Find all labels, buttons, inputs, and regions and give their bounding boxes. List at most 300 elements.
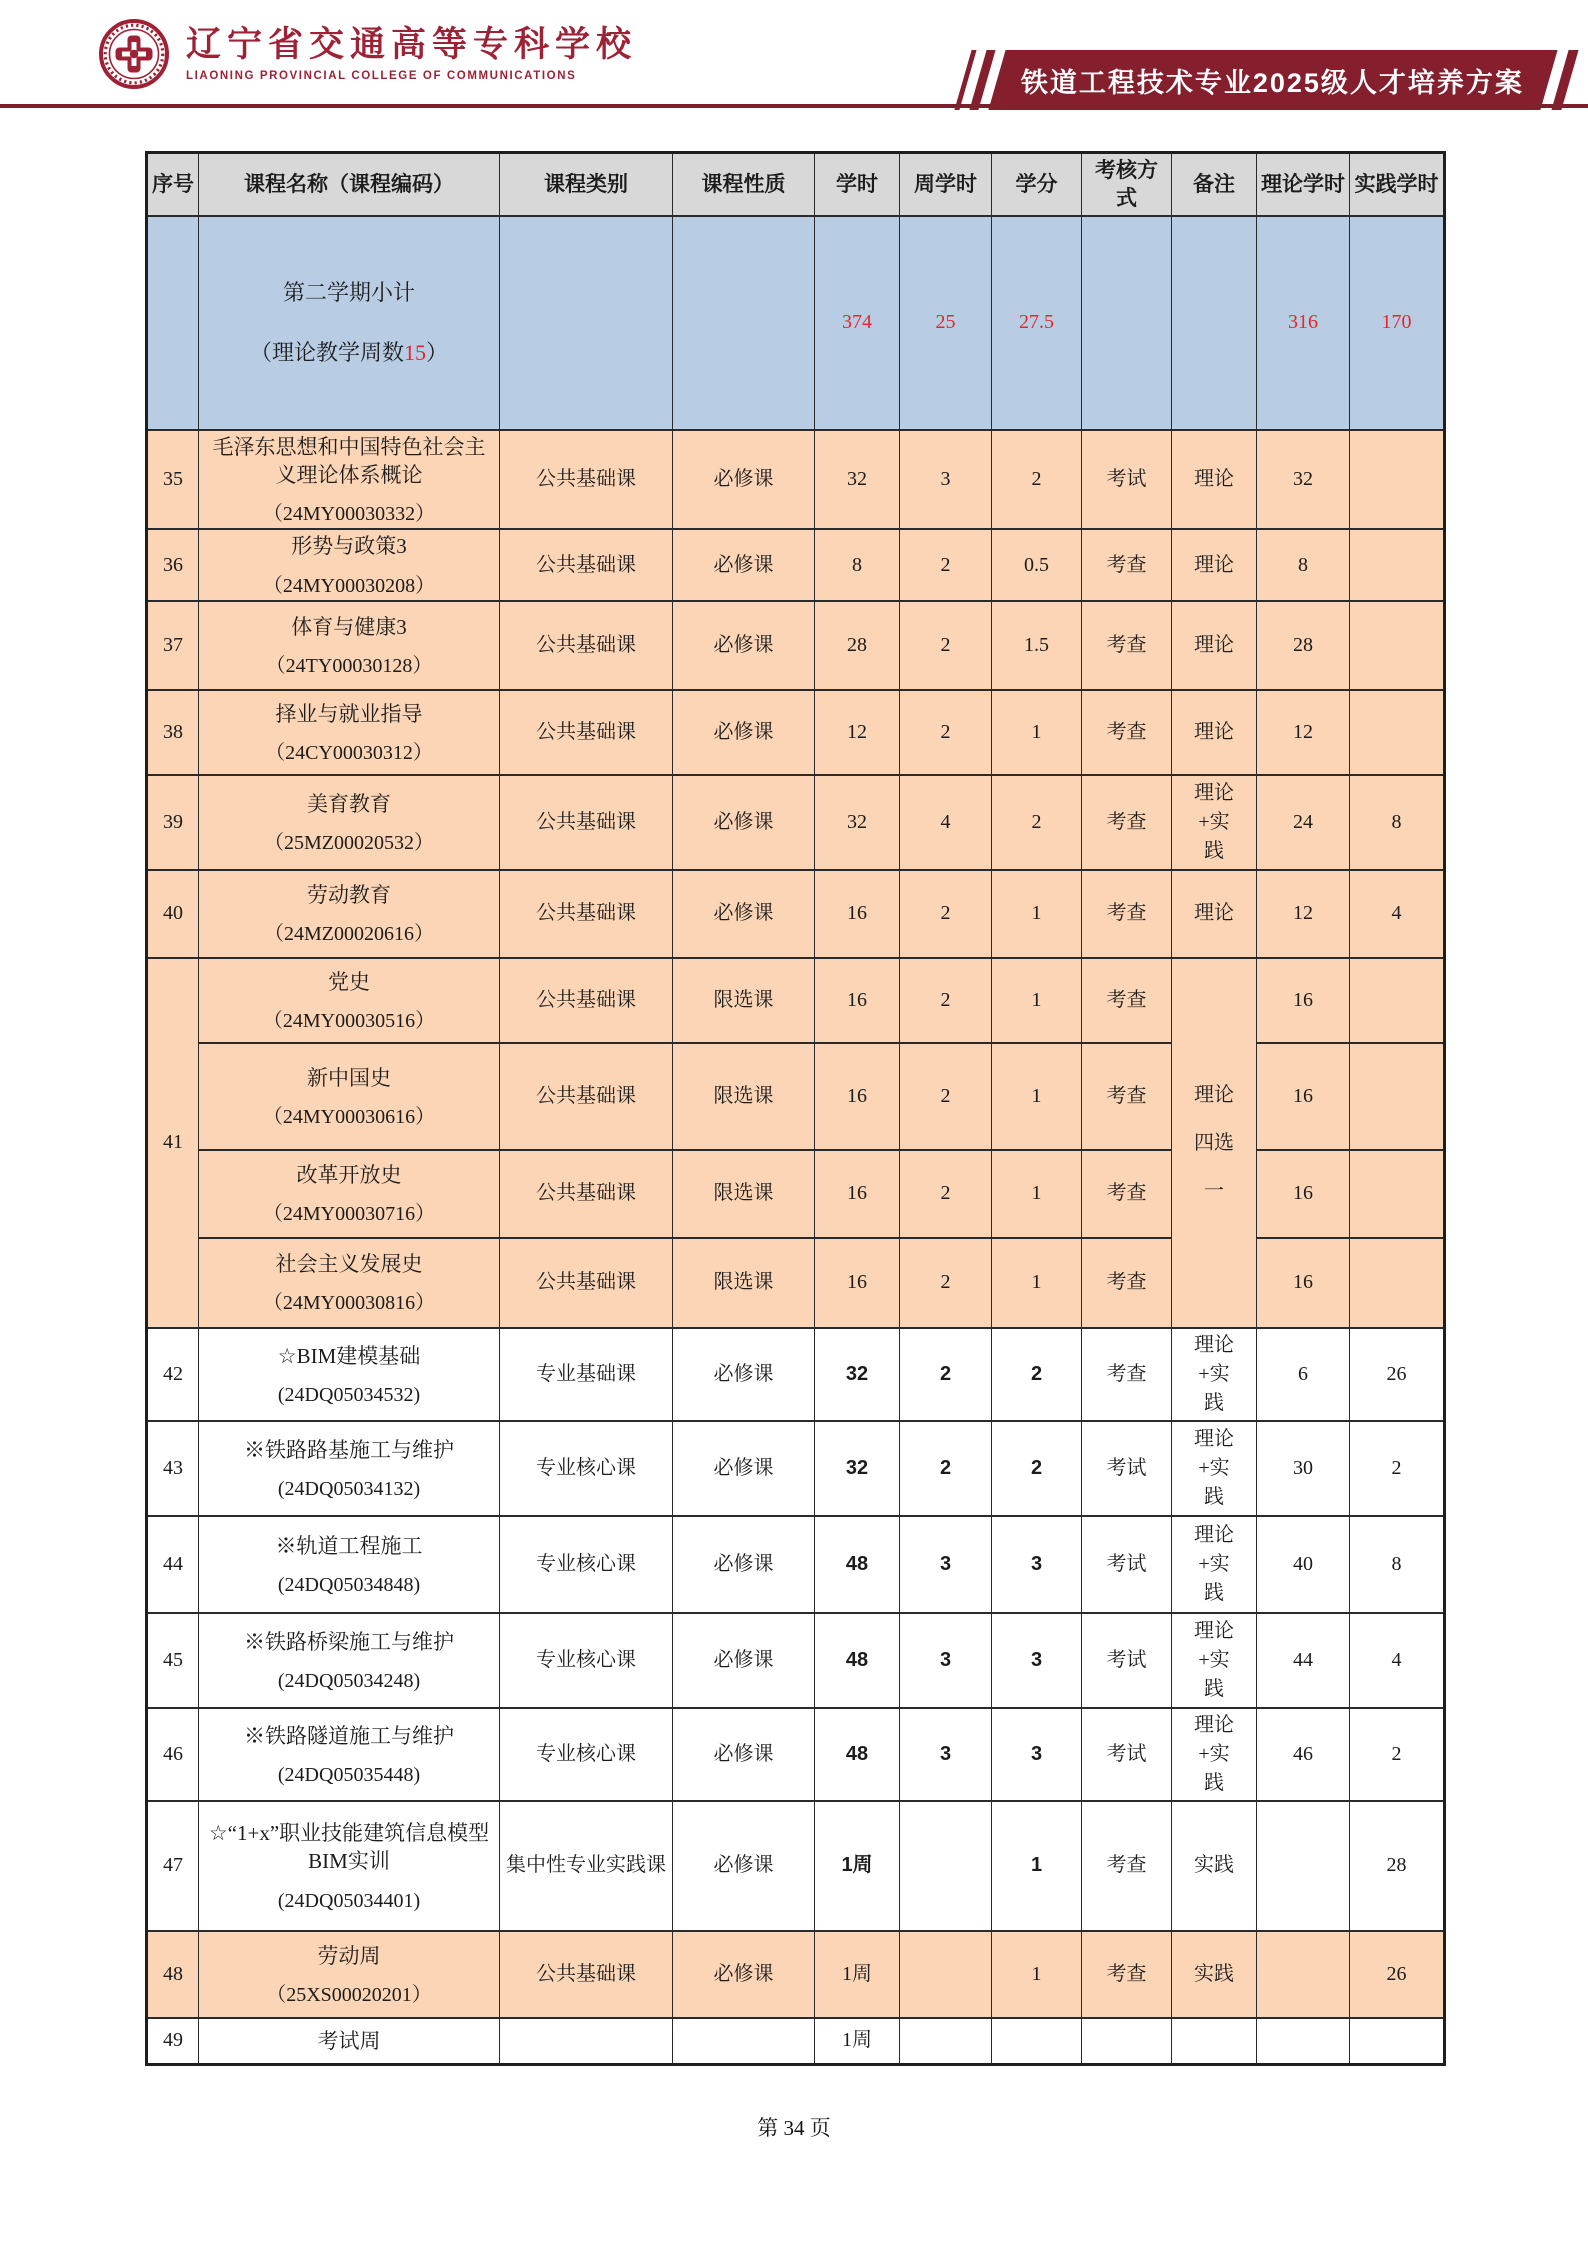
cell-hours: 8 bbox=[815, 529, 900, 600]
cell-theory-hours bbox=[1257, 1801, 1350, 1931]
cell-credits: 1 bbox=[992, 690, 1082, 775]
cell-category: 公共基础课 bbox=[500, 690, 673, 775]
course-name-block bbox=[203, 532, 495, 597]
course-code-text: (24DQ05034401) bbox=[277, 1889, 421, 1912]
cell-theory-hours: 16 bbox=[1257, 958, 1350, 1043]
cell-hours: 16 bbox=[815, 1238, 900, 1328]
cell-assessment bbox=[1082, 2018, 1172, 2065]
cell-no: 41 bbox=[147, 958, 199, 1328]
course-name-text: ※铁路桥梁施工与维护 bbox=[244, 1629, 454, 1654]
cell-practice-hours: 8 bbox=[1350, 1516, 1445, 1613]
course-name-text: 形势与政策3 bbox=[291, 534, 407, 559]
cell-note bbox=[1172, 2018, 1257, 2065]
course-name-text: 党史 bbox=[328, 969, 370, 994]
cell-note: 理论 bbox=[1172, 870, 1257, 958]
course-name-text: 考试周 bbox=[317, 2028, 381, 2053]
cell-weekly-hours: 2 bbox=[900, 690, 992, 775]
header-logo-group bbox=[98, 18, 637, 90]
table-row bbox=[147, 1613, 1445, 1708]
note-text: 理论+实践 bbox=[1194, 1427, 1234, 1508]
cell-assessment: 考查 bbox=[1082, 775, 1172, 870]
cell-theory-hours: 12 bbox=[1257, 870, 1350, 958]
note-text: 理论+实践 bbox=[1194, 1333, 1234, 1414]
cell-assessment: 考试 bbox=[1082, 1613, 1172, 1708]
cell-weekly-hours bbox=[900, 2018, 992, 2065]
cell-assessment: 考试 bbox=[1082, 1516, 1172, 1613]
cell-assessment: 考查 bbox=[1082, 958, 1172, 1043]
course-name-text: 改革开放史 bbox=[296, 1163, 402, 1188]
cell-category: 公共基础课 bbox=[500, 870, 673, 958]
cell-course-name bbox=[199, 1328, 500, 1421]
cell-course-name bbox=[199, 601, 500, 690]
course-code-text: （24MY00030516） bbox=[262, 1009, 436, 1032]
cell-practice-hours: 26 bbox=[1350, 1931, 1445, 2018]
cell-weekly-hours: 3 bbox=[900, 1516, 992, 1613]
course-code-text: （24CY00030312） bbox=[265, 741, 433, 764]
cell-practice-hours bbox=[1350, 958, 1445, 1043]
cell-category: 公共基础课 bbox=[500, 1238, 673, 1328]
cell-hours: 16 bbox=[815, 1043, 900, 1150]
course-name-text: 毛泽东思想和中国特色社会主义理论体系概论 bbox=[212, 434, 486, 488]
title-banner bbox=[988, 50, 1557, 110]
cell-theory-hours: 8 bbox=[1257, 529, 1350, 600]
cell-note: 理论 bbox=[1172, 690, 1257, 775]
cell-category: 集中性专业实践课 bbox=[500, 1801, 673, 1931]
cell-hours: 32 bbox=[815, 1328, 900, 1421]
cell-note: 实践 bbox=[1172, 1801, 1257, 1931]
cell-assessment: 考查 bbox=[1082, 1931, 1172, 2018]
summary-subtitle-line: （理论教学周数15） bbox=[249, 339, 449, 365]
cell-course-name bbox=[199, 1708, 500, 1801]
course-code-text: （24TY00030128） bbox=[265, 654, 433, 677]
college-seal-icon bbox=[98, 18, 170, 90]
cell-nature: 必修课 bbox=[673, 1801, 815, 1931]
cell-no: 40 bbox=[147, 870, 199, 958]
cell-no: 46 bbox=[147, 1708, 199, 1801]
cell-weekly-hours: 3 bbox=[900, 1708, 992, 1801]
note-text: 理论+实践 bbox=[1194, 1523, 1234, 1604]
header-note: 备注 bbox=[1172, 153, 1257, 216]
page-footer bbox=[0, 2112, 1588, 2142]
course-code-text: （24MY00030208） bbox=[262, 574, 436, 597]
cell-credits: 1 bbox=[992, 1238, 1082, 1328]
course-name-block bbox=[203, 1628, 495, 1693]
cell-course-name bbox=[199, 1801, 500, 1931]
cell-no: 49 bbox=[147, 2018, 199, 2065]
cell-practice-hours: 4 bbox=[1350, 870, 1445, 958]
course-name-block bbox=[203, 1722, 495, 1787]
cell-practice-hours bbox=[1350, 601, 1445, 690]
header-row bbox=[147, 153, 1445, 216]
cell-course-name bbox=[199, 2018, 500, 2065]
course-table bbox=[145, 151, 1446, 2066]
summary-cell-title bbox=[199, 216, 500, 430]
table-row bbox=[147, 1516, 1445, 1613]
table-row bbox=[147, 1801, 1445, 1931]
cell-practice-hours: 4 bbox=[1350, 1613, 1445, 1708]
cell-no: 35 bbox=[147, 430, 199, 530]
cell-course-name bbox=[199, 690, 500, 775]
cell-category: 公共基础课 bbox=[500, 1043, 673, 1150]
cell-category: 专业核心课 bbox=[500, 1421, 673, 1516]
course-code-text: （24MY00030716） bbox=[262, 1203, 436, 1226]
cell-hours: 48 bbox=[815, 1613, 900, 1708]
cell-nature bbox=[673, 2018, 815, 2065]
cell-assessment: 考试 bbox=[1082, 1421, 1172, 1516]
cell-hours: 1周 bbox=[815, 1801, 900, 1931]
course-name-block bbox=[203, 1250, 495, 1315]
cell-theory-hours: 16 bbox=[1257, 1238, 1350, 1328]
note-text: 理论+实践 bbox=[1194, 1619, 1234, 1700]
cell-weekly-hours: 2 bbox=[900, 870, 992, 958]
cell-hours: 32 bbox=[815, 1421, 900, 1516]
cell-weekly-hours bbox=[900, 1931, 992, 2018]
course-name-text: 择业与就业指导 bbox=[275, 701, 423, 726]
course-name-block bbox=[203, 700, 495, 765]
banner-stripe-right bbox=[1551, 50, 1578, 110]
cell-practice-hours bbox=[1350, 690, 1445, 775]
cell-hours: 16 bbox=[815, 958, 900, 1043]
summary-cell-assessment bbox=[1082, 216, 1172, 430]
cell-credits: 3 bbox=[992, 1708, 1082, 1801]
cell-assessment: 考查 bbox=[1082, 529, 1172, 600]
cell-nature: 必修课 bbox=[673, 1613, 815, 1708]
course-name-text: 劳动周 bbox=[317, 1943, 381, 1968]
cell-theory-hours: 16 bbox=[1257, 1043, 1350, 1150]
course-name-text: 美育教育 bbox=[307, 791, 391, 816]
summary-title-line: 第二学期小计 bbox=[282, 280, 415, 305]
cell-practice-hours bbox=[1350, 1238, 1445, 1328]
school-name-en: LIAONING PROVINCIAL COLLEGE OF COMMUNICATIONS bbox=[186, 69, 577, 82]
header-assessment: 考核方式 bbox=[1082, 153, 1172, 216]
course-code-text: （25MZ00020532） bbox=[264, 831, 434, 854]
cell-no: 44 bbox=[147, 1516, 199, 1613]
cell-practice-hours bbox=[1350, 2018, 1445, 2065]
cell-weekly-hours: 3 bbox=[900, 430, 992, 530]
summary-row bbox=[147, 216, 1445, 430]
course-name-block bbox=[203, 613, 495, 678]
note-text: 理论+实践 bbox=[1194, 781, 1234, 862]
cell-nature: 必修课 bbox=[673, 1328, 815, 1421]
cell-practice-hours: 8 bbox=[1350, 775, 1445, 870]
cell-category: 公共基础课 bbox=[500, 430, 673, 530]
page-number: 第 34 页 bbox=[757, 2116, 831, 2140]
course-table-body bbox=[147, 216, 1445, 2065]
table-row bbox=[147, 690, 1445, 775]
cell-course-name bbox=[199, 529, 500, 600]
cell-nature: 限选课 bbox=[673, 1150, 815, 1238]
cell-credits: 2 bbox=[992, 430, 1082, 530]
cell-nature: 必修课 bbox=[673, 1708, 815, 1801]
cell-hours: 12 bbox=[815, 690, 900, 775]
course-name-block bbox=[203, 1342, 495, 1407]
cell-no: 43 bbox=[147, 1421, 199, 1516]
cell-theory-hours bbox=[1257, 1931, 1350, 2018]
cell-weekly-hours: 2 bbox=[900, 1238, 992, 1328]
table-row bbox=[147, 1708, 1445, 1801]
summary-cell-no bbox=[147, 216, 199, 430]
header-weekly-hours: 周学时 bbox=[900, 153, 992, 216]
cell-course-name bbox=[199, 1150, 500, 1238]
course-name-text: ※铁路隧道施工与维护 bbox=[244, 1723, 454, 1748]
cell-assessment: 考试 bbox=[1082, 430, 1172, 530]
header-hours: 学时 bbox=[815, 153, 900, 216]
cell-category: 专业基础课 bbox=[500, 1328, 673, 1421]
note-text: 理论+实践 bbox=[1194, 1713, 1234, 1794]
table-row bbox=[147, 958, 1445, 1043]
cell-credits: 1 bbox=[992, 1150, 1082, 1238]
cell-category: 专业核心课 bbox=[500, 1516, 673, 1613]
summary-cell-weekly-hours: 25 bbox=[900, 216, 992, 430]
cell-theory-hours: 30 bbox=[1257, 1421, 1350, 1516]
table-row bbox=[147, 870, 1445, 958]
header-course-name: 课程名称（课程编码） bbox=[199, 153, 500, 216]
cell-no: 45 bbox=[147, 1613, 199, 1708]
course-name-block bbox=[203, 1532, 495, 1597]
cell-hours: 1周 bbox=[815, 2018, 900, 2065]
cell-nature: 必修课 bbox=[673, 690, 815, 775]
summary-cell-note bbox=[1172, 216, 1257, 430]
cell-assessment: 考查 bbox=[1082, 601, 1172, 690]
cell-weekly-hours: 2 bbox=[900, 1150, 992, 1238]
course-code-text: （25XS00020201） bbox=[266, 1983, 432, 2006]
table-row bbox=[147, 775, 1445, 870]
cell-credits: 1 bbox=[992, 1043, 1082, 1150]
course-name-text: 社会主义发展史 bbox=[275, 1252, 423, 1277]
cell-theory-hours: 16 bbox=[1257, 1150, 1350, 1238]
cell-practice-hours bbox=[1350, 529, 1445, 600]
cell-nature: 限选课 bbox=[673, 1238, 815, 1328]
cell-nature: 限选课 bbox=[673, 958, 815, 1043]
table-row bbox=[147, 1931, 1445, 2018]
cell-credits: 3 bbox=[992, 1613, 1082, 1708]
cell-category: 公共基础课 bbox=[500, 1931, 673, 2018]
cell-weekly-hours: 2 bbox=[900, 1421, 992, 1516]
cell-course-name bbox=[199, 775, 500, 870]
cell-course-name bbox=[199, 1043, 500, 1150]
cell-nature: 限选课 bbox=[673, 1043, 815, 1150]
cell-hours: 32 bbox=[815, 775, 900, 870]
cell-note: 理论 bbox=[1172, 529, 1257, 600]
course-name-text: 体育与健康3 bbox=[291, 614, 407, 639]
cell-category: 专业核心课 bbox=[500, 1708, 673, 1801]
cell-nature: 必修课 bbox=[673, 1931, 815, 2018]
cell-note bbox=[1172, 1708, 1257, 1801]
cell-weekly-hours: 2 bbox=[900, 958, 992, 1043]
cell-no: 47 bbox=[147, 1801, 199, 1931]
cell-course-name bbox=[199, 1931, 500, 2018]
course-table-head bbox=[147, 153, 1445, 216]
cell-nature: 必修课 bbox=[673, 870, 815, 958]
cell-no: 48 bbox=[147, 1931, 199, 2018]
cell-category: 公共基础课 bbox=[500, 529, 673, 600]
course-code-text: (24DQ05034248) bbox=[277, 1669, 421, 1692]
cell-nature: 必修课 bbox=[673, 1421, 815, 1516]
cell-category: 公共基础课 bbox=[500, 775, 673, 870]
header-category: 课程类别 bbox=[500, 153, 673, 216]
cell-note bbox=[1172, 1613, 1257, 1708]
cell-course-name bbox=[199, 1238, 500, 1328]
cell-course-name bbox=[199, 1516, 500, 1613]
course-name-block bbox=[203, 881, 495, 946]
cell-weekly-hours: 4 bbox=[900, 775, 992, 870]
table-row bbox=[147, 2018, 1445, 2065]
cell-category: 专业核心课 bbox=[500, 1613, 673, 1708]
cell-category bbox=[500, 2018, 673, 2065]
table-row bbox=[147, 430, 1445, 530]
cell-hours: 28 bbox=[815, 601, 900, 690]
cell-credits: 1 bbox=[992, 1801, 1082, 1931]
course-name-block bbox=[203, 1819, 495, 1913]
table-row bbox=[147, 1328, 1445, 1421]
course-name-text: 新中国史 bbox=[307, 1065, 391, 1090]
cell-nature: 必修课 bbox=[673, 601, 815, 690]
cell-theory-hours: 32 bbox=[1257, 430, 1350, 530]
cell-theory-hours: 46 bbox=[1257, 1708, 1350, 1801]
summary-weeks-value: 15 bbox=[404, 339, 426, 365]
cell-note bbox=[1172, 958, 1257, 1328]
cell-theory-hours: 24 bbox=[1257, 775, 1350, 870]
cell-weekly-hours: 2 bbox=[900, 601, 992, 690]
cell-assessment: 考查 bbox=[1082, 1150, 1172, 1238]
cell-credits: 2 bbox=[992, 1328, 1082, 1421]
course-name-text: ※铁路路基施工与维护 bbox=[244, 1437, 454, 1462]
curriculum-table-wrapper bbox=[145, 151, 1446, 2066]
cell-practice-hours: 2 bbox=[1350, 1421, 1445, 1516]
cell-credits: 0.5 bbox=[992, 529, 1082, 600]
table-row bbox=[147, 601, 1445, 690]
summary-cell-credits: 27.5 bbox=[992, 216, 1082, 430]
course-code-text: (24DQ05034132) bbox=[277, 1477, 421, 1500]
course-code-text: （24MY00030616） bbox=[262, 1105, 436, 1128]
cell-theory-hours: 40 bbox=[1257, 1516, 1350, 1613]
header-practice-hours: 实践学时 bbox=[1350, 153, 1445, 216]
cell-practice-hours bbox=[1350, 1043, 1445, 1150]
course-code-text: (24DQ05034532) bbox=[277, 1383, 421, 1406]
course-name-block bbox=[203, 433, 495, 527]
cell-hours: 1周 bbox=[815, 1931, 900, 2018]
cell-assessment: 考查 bbox=[1082, 1238, 1172, 1328]
banner-title: 铁道工程技术专业2025级人才培养方案 bbox=[1021, 67, 1525, 98]
cell-weekly-hours: 2 bbox=[900, 1328, 992, 1421]
course-code-text: （24MY00030332） bbox=[262, 503, 436, 526]
cell-nature: 必修课 bbox=[673, 775, 815, 870]
cell-course-name bbox=[199, 1613, 500, 1708]
cell-theory-hours: 28 bbox=[1257, 601, 1350, 690]
cell-course-name bbox=[199, 430, 500, 530]
cell-no: 36 bbox=[147, 529, 199, 600]
cell-practice-hours: 26 bbox=[1350, 1328, 1445, 1421]
course-name-text: ☆BIM建模基础 bbox=[277, 1343, 421, 1368]
course-code-text: （24MZ00020616） bbox=[264, 923, 434, 946]
cell-assessment: 考查 bbox=[1082, 1328, 1172, 1421]
cell-credits: 1 bbox=[992, 958, 1082, 1043]
cell-nature: 必修课 bbox=[673, 529, 815, 600]
summary-cell-nature bbox=[673, 216, 815, 430]
cell-note bbox=[1172, 1421, 1257, 1516]
cell-category: 公共基础课 bbox=[500, 1150, 673, 1238]
cell-hours: 32 bbox=[815, 430, 900, 530]
cell-course-name bbox=[199, 958, 500, 1043]
header-credits: 学分 bbox=[992, 153, 1082, 216]
course-code-text: (24DQ05034848) bbox=[277, 1573, 421, 1596]
cell-assessment: 考查 bbox=[1082, 1043, 1172, 1150]
header-nature: 课程性质 bbox=[673, 153, 815, 216]
header-theory-hours: 理论学时 bbox=[1257, 153, 1350, 216]
school-name-cn: 辽宁省交通高等专科学校 bbox=[186, 25, 638, 65]
cell-hours: 48 bbox=[815, 1708, 900, 1801]
cell-category: 公共基础课 bbox=[500, 958, 673, 1043]
cell-hours: 16 bbox=[815, 870, 900, 958]
note-line: 四选 bbox=[1194, 1131, 1234, 1154]
school-names bbox=[186, 26, 637, 82]
cell-credits: 3 bbox=[992, 1516, 1082, 1613]
course-name-block bbox=[203, 2027, 495, 2055]
summary-cell-practice-hours: 170 bbox=[1350, 216, 1445, 430]
cell-weekly-hours: 2 bbox=[900, 529, 992, 600]
course-name-text: ☆“1+x”职业技能建筑信息模型BIM实训 bbox=[208, 1820, 490, 1874]
cell-note bbox=[1172, 1328, 1257, 1421]
cell-category: 公共基础课 bbox=[500, 601, 673, 690]
course-code-text: （24MY00030816） bbox=[262, 1292, 436, 1315]
course-name-text: ※轨道工程施工 bbox=[275, 1533, 423, 1558]
cell-weekly-hours: 2 bbox=[900, 1043, 992, 1150]
course-name-block bbox=[203, 1942, 495, 2007]
cell-course-name bbox=[199, 1421, 500, 1516]
table-row bbox=[147, 1421, 1445, 1516]
course-name-block bbox=[203, 1064, 495, 1129]
cell-no: 39 bbox=[147, 775, 199, 870]
cell-assessment: 考试 bbox=[1082, 1708, 1172, 1801]
cell-theory-hours: 12 bbox=[1257, 690, 1350, 775]
cell-note: 实践 bbox=[1172, 1931, 1257, 2018]
cell-practice-hours: 2 bbox=[1350, 1708, 1445, 1801]
cell-nature: 必修课 bbox=[673, 1516, 815, 1613]
course-name-text: 劳动教育 bbox=[307, 883, 391, 908]
cell-hours: 48 bbox=[815, 1516, 900, 1613]
summary-cell-theory-hours: 316 bbox=[1257, 216, 1350, 430]
course-name-block bbox=[203, 1436, 495, 1501]
note-line: 一 bbox=[1204, 1179, 1224, 1202]
cell-theory-hours: 6 bbox=[1257, 1328, 1350, 1421]
summary-cell-hours: 374 bbox=[815, 216, 900, 430]
cell-weekly-hours bbox=[900, 1801, 992, 1931]
cell-theory-hours: 44 bbox=[1257, 1613, 1350, 1708]
cell-credits: 2 bbox=[992, 1421, 1082, 1516]
cell-note bbox=[1172, 775, 1257, 870]
cell-weekly-hours: 3 bbox=[900, 1613, 992, 1708]
course-name-block bbox=[203, 790, 495, 855]
cell-practice-hours: 28 bbox=[1350, 1801, 1445, 1931]
cell-nature: 必修课 bbox=[673, 430, 815, 530]
cell-note bbox=[1172, 1516, 1257, 1613]
cell-no: 37 bbox=[147, 601, 199, 690]
cell-no: 38 bbox=[147, 690, 199, 775]
course-code-text: (24DQ05035448) bbox=[277, 1763, 421, 1786]
cell-credits: 1 bbox=[992, 870, 1082, 958]
summary-title-block bbox=[203, 278, 495, 367]
note-line: 理论 bbox=[1194, 1083, 1234, 1106]
cell-practice-hours bbox=[1350, 430, 1445, 530]
cell-assessment: 考查 bbox=[1082, 1801, 1172, 1931]
course-name-block bbox=[203, 1161, 495, 1226]
cell-note: 理论 bbox=[1172, 601, 1257, 690]
cell-course-name bbox=[199, 870, 500, 958]
cell-credits bbox=[992, 2018, 1082, 2065]
cell-assessment: 考查 bbox=[1082, 870, 1172, 958]
course-name-block bbox=[203, 968, 495, 1033]
cell-credits: 1 bbox=[992, 1931, 1082, 2018]
